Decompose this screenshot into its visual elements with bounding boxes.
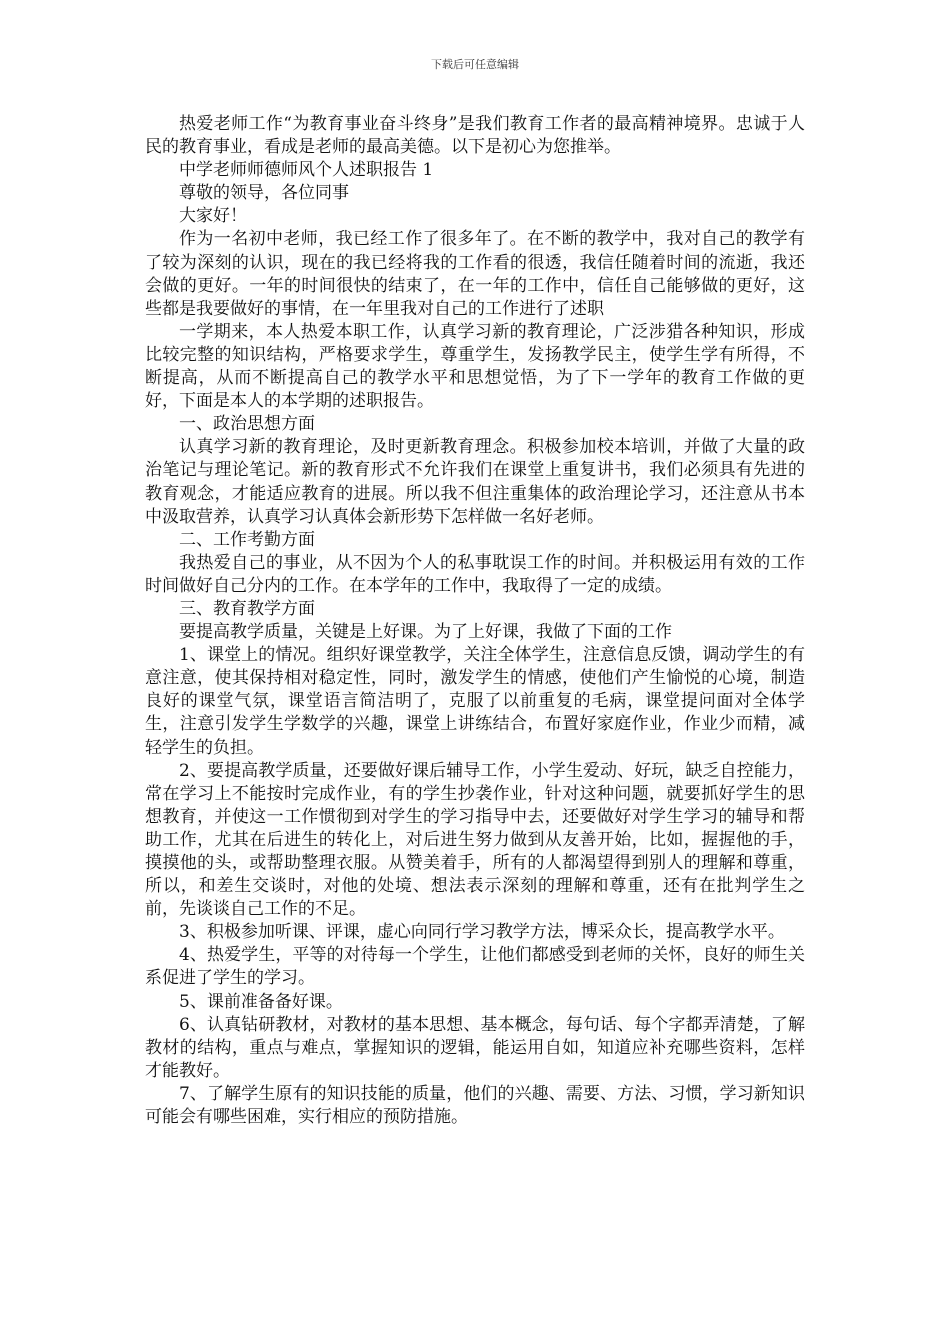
report-title: 中学老师师德师风个人述职报告 1	[179, 160, 434, 181]
body-paragraph: 作为一名初中老师，我已经工作了很多年了。在不断的教学中，我对自己的教学有了较为深刻的认识，现在的我已经将我的工作看的很透，我信任随着时间的流逝，我还会做的更好。一年的时间很快的结束了，在一年的工作中，信任自己能够做的更好，这些都是我要做好的事情，在一年里我对自己的工作进行了述职	[145, 229, 805, 319]
document-body	[145, 113, 805, 1129]
body-paragraph: 认真学习新的教育理论，及时更新教育理念。积极参加校本培训，并做了大量的政治笔记与理论笔记。新的教育形式不允许我们在课堂上重复讲书，我们必须具有先进的教育观念，才能适应教育的进展。所以我不但注重集体的政治理论学习，还注意从书本中汲取营养，认真学习认真体会新形势下怎样做一名好老师。	[145, 437, 805, 527]
body-paragraph: 一学期来，本人热爱本职工作，认真学习新的教育理论，广泛涉猎各种知识，形成比较完整的知识结构，严格要求学生，尊重学生，发扬教学民主，使学生学有所得，不断提高，从而不断提高自己的教学水平和思想觉悟，为了下一学年的教育工作做的更好，下面是本人的本学期的述职报告。	[145, 321, 805, 412]
list-item: 7、了解学生原有的知识技能的质量，他们的兴趣、需要、方法、习惯，学习新知识可能会有哪些困难，实行相应的预防措施。	[145, 1083, 805, 1128]
section-heading: 三、教育教学方面	[179, 598, 315, 619]
list-item: 3、积极参加听课、评课，虚心向同行学习教学方法，博采众长，提高教学水平。	[179, 922, 785, 943]
greeting: 大家好！	[179, 206, 247, 227]
list-item: 6、认真钻研教材，对教材的基本思想、基本概念，每句话、每个字都弄清楚，了解教材的结构，重点与难点，掌握知识的逻辑，能运用自如，知道应补充哪些资料，怎样才能教好。	[145, 1014, 805, 1081]
list-item: 5、课前准备备好课。	[179, 991, 343, 1012]
salutation: 尊敬的领导，各位同事	[179, 183, 349, 204]
section-heading: 一、政治思想方面	[179, 414, 315, 435]
body-paragraph: 要提高教学质量，关键是上好课。为了上好课，我做了下面的工作	[179, 622, 672, 643]
list-item: 1、课堂上的情况。组织好课堂教学，关注全体学生，注意信息反馈，调动学生的有意注意，使其保持相对稳定性，同时，激发学生的情感，使他们产生愉悦的心境，制造良好的课堂气氛，课堂语言简洁明了，克服了以前重复的毛病，课堂提问面对全体学生，注意引发学生学数学的兴趣，课堂上讲练结合，布置好家庭作业，作业少而精，减轻学生的负担。	[145, 645, 805, 758]
section-heading: 二、工作考勤方面	[179, 529, 315, 550]
list-item: 2、要提高教学质量，还要做好课后辅导工作，小学生爱动、好玩，缺乏自控能力，常在学习上不能按时完成作业，有的学生抄袭作业，针对这种问题，就要抓好学生的思想教育，并使这一工作惯彻到对学生的学习指导中去，还要做好对学生学习的辅导和帮助工作，尤其在后进生的转化上，对后进生努力做到从友善开始，比如，握握他的手，摸摸他的头，或帮助整理衣服。从赞美着手，所有的人都渴望得到别人的理解和尊重，所以，和差生交谈时，对他的处境、想法表示深刻的理解和尊重，还有在批判学生之前，先谈谈自己工作的不足。	[145, 760, 805, 920]
body-paragraph: 我热爱自己的事业，从不因为个人的私事耽误工作的时间。并积极运用有效的工作时间做好自己分内的工作。在本学年的工作中，我取得了一定的成绩。	[145, 552, 805, 596]
list-item: 4、热爱学生，平等的对待每一个学生，让他们都感受到老师的关怀，良好的师生关系促进了学生的学习。	[145, 945, 805, 989]
page-header: 下载后可任意编辑	[431, 58, 519, 71]
intro-paragraph: 热爱老师工作“为教育事业奋斗终身”是我们教育工作者的最高精神境界。忠诚于人民的教育事业，看成是老师的最高美德。以下是初心为您推举。	[145, 114, 805, 158]
